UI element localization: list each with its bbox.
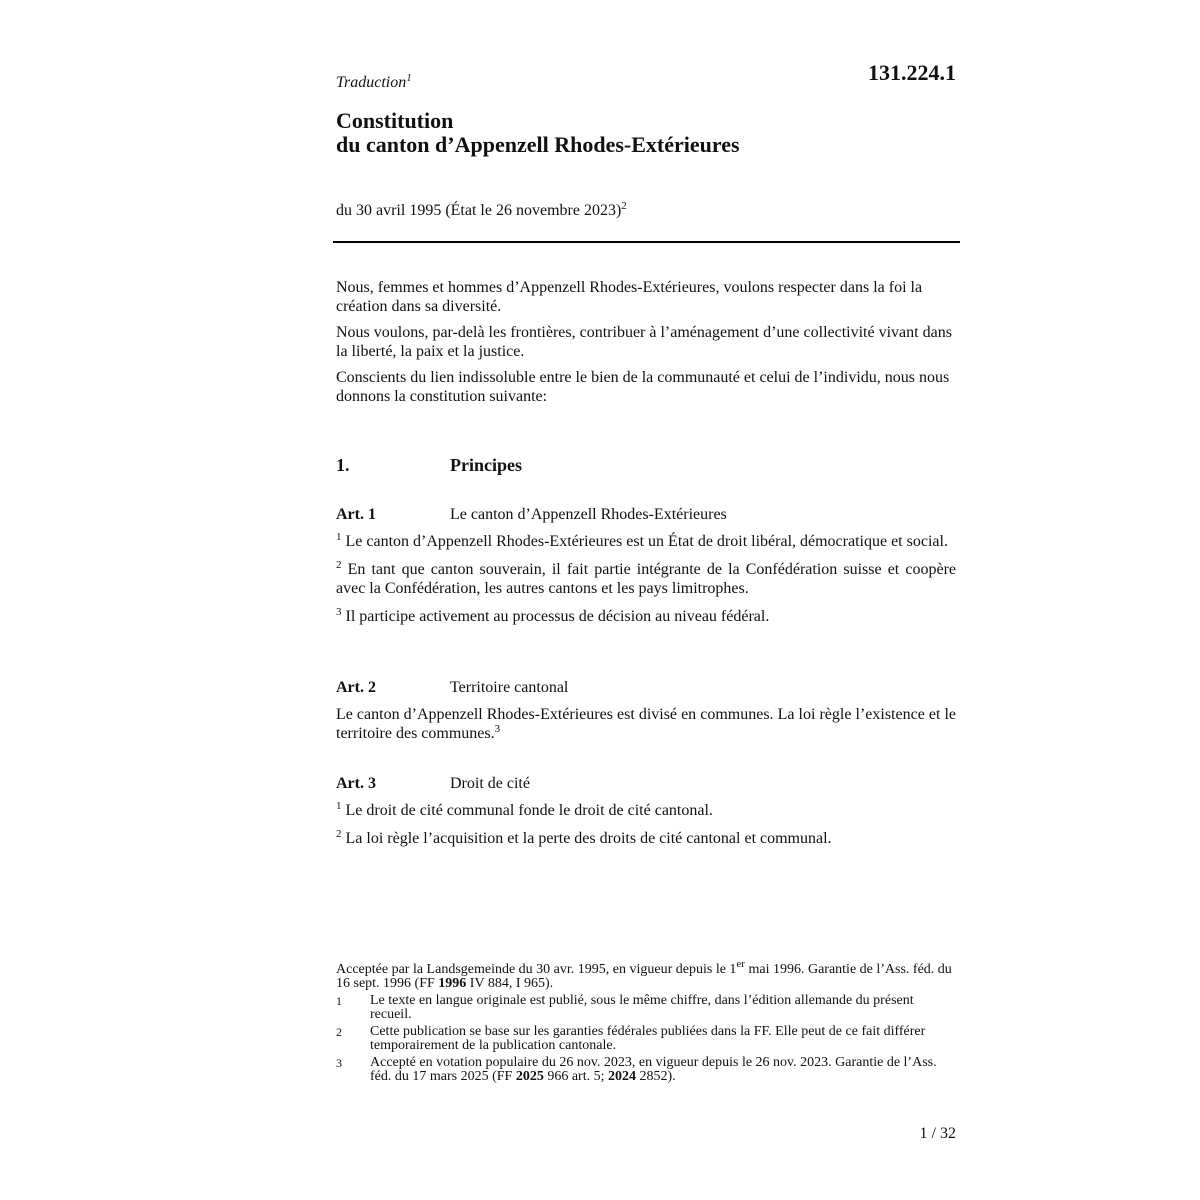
footnote-text: Cette publication se base sur les garanties fédérales publiées dans la FF. Elle peut de ce fait différer temporairement de la publication cantonale. <box>370 1024 926 1053</box>
note-bold: 2024 <box>607 1069 636 1084</box>
article-paragraph <box>336 705 956 743</box>
article-2 <box>336 678 956 752</box>
title-line-2: du canton d’Appenzell Rhodes-Extérieures <box>336 132 740 157</box>
article-3 <box>336 774 956 857</box>
paragraph-number: 2 <box>336 559 342 571</box>
document-date <box>336 202 627 220</box>
page-number: 1 / 32 <box>919 1125 956 1142</box>
preamble-paragraph: Conscients du lien indissoluble entre le bien de la communauté et celui de l’individu, nous nous donnons la constitution suivante: <box>336 369 950 405</box>
article-paragraph <box>336 532 956 551</box>
title-line-1: Constitution <box>336 108 454 133</box>
paragraph-text: Le canton d’Appenzell Rhodes-Extérieures est divisé en communes. La loi règle l’existence et le territoire des communes. <box>336 706 956 742</box>
footnote-text <box>370 1056 958 1084</box>
paragraph-text: Le droit de cité communal fonde le droit de cité cantonal. <box>345 802 713 819</box>
footnote-number: 2 <box>336 1025 342 1039</box>
article-paragraph <box>336 801 956 820</box>
note-text: 2852). <box>635 1069 676 1084</box>
document-number: 131.224.1 <box>868 60 956 85</box>
paragraph-text: Il participe activement au processus de décision au niveau fédéral. <box>345 608 770 625</box>
article-title: Droit de cité <box>450 775 530 792</box>
article-title: Le canton d’Appenzell Rhodes-Extérieures <box>450 506 727 523</box>
article-paragraph <box>336 560 956 598</box>
preamble-paragraph: Nous voulons, par-delà les frontières, contribuer à l’aménagement d’une collectivité vivant dans la liberté, la paix et la justice. <box>336 324 952 360</box>
note-text: 966 art. 5; <box>543 1069 608 1084</box>
footnote-text: Le texte en langue originale est publié, sous le même chiffre, dans l’édition allemande du présent recueil. <box>370 993 914 1022</box>
chapter-number: 1. <box>336 455 350 475</box>
translation-label <box>336 74 412 92</box>
paragraph-number: 1 <box>336 800 342 812</box>
paragraph-number: 2 <box>336 828 342 840</box>
footnote-number: 3 <box>336 1056 342 1070</box>
paragraph-text: La loi règle l’acquisition et la perte des droits de cité cantonal et communal. <box>345 830 832 847</box>
paragraph-text: Le canton d’Appenzell Rhodes-Extérieures est un État de droit libéral, démocratique et social. <box>345 533 948 550</box>
article-paragraph <box>336 607 956 626</box>
document-date-text: du 30 avril 1995 (État le 26 novembre 2023) <box>336 202 622 219</box>
note-text: IV 884, I 965). <box>466 976 554 991</box>
preamble <box>336 278 956 413</box>
article-title: Territoire cantonal <box>450 679 569 696</box>
note-text: Acceptée par la Landsgemeinde du 30 avr. 1995, en vigueur depuis le 1 <box>336 962 737 977</box>
translation-label-text: Traduction <box>336 74 407 91</box>
adoption-note <box>336 958 958 991</box>
footnote-3 <box>336 1056 958 1084</box>
footnote-1 <box>336 994 958 1022</box>
note-superscript: er <box>736 958 745 970</box>
chapter-heading <box>336 455 522 476</box>
paragraph-number: 3 <box>336 606 342 618</box>
article-number: Art. 2 <box>336 679 376 696</box>
article-heading <box>336 774 956 793</box>
footnote-ref-1[interactable]: 1 <box>406 72 412 84</box>
note-text: mai 1996. Garantie de l’Ass. féd. du 16 sept. 1996 (FF <box>336 962 952 991</box>
paragraph-number: 1 <box>336 531 342 543</box>
footnotes <box>336 958 958 1087</box>
article-number: Art. 3 <box>336 775 376 792</box>
article-1 <box>336 505 956 635</box>
article-heading <box>336 678 956 697</box>
paragraph-text: En tant que canton souverain, il fait partie intégrante de la Confédération suisse et coopère avec la Confédération, les autres cantons et les pays limitrophes. <box>336 561 956 597</box>
note-bold: 2025 <box>515 1069 544 1084</box>
article-heading <box>336 505 956 524</box>
footnote-2 <box>336 1025 958 1053</box>
preamble-paragraph: Nous, femmes et hommes d’Appenzell Rhodes-Extérieures, voulons respecter dans la foi la création dans sa diversité. <box>336 279 923 315</box>
article-paragraph <box>336 829 956 848</box>
document-title <box>336 109 740 157</box>
note-text: Accepté en votation populaire du 26 nov. 2023, en vigueur depuis le 26 nov. 2023. Garantie de l’Ass. féd. du 17 mars 2025 (FF <box>370 1055 937 1084</box>
footnote-number: 1 <box>336 994 342 1008</box>
article-number: Art. 1 <box>336 506 376 523</box>
footnote-ref-3[interactable]: 3 <box>494 723 501 735</box>
note-bold: 1996 <box>438 976 467 991</box>
footnote-ref-2[interactable]: 2 <box>621 200 627 212</box>
chapter-title: Principes <box>450 455 522 475</box>
header-divider <box>333 241 960 243</box>
